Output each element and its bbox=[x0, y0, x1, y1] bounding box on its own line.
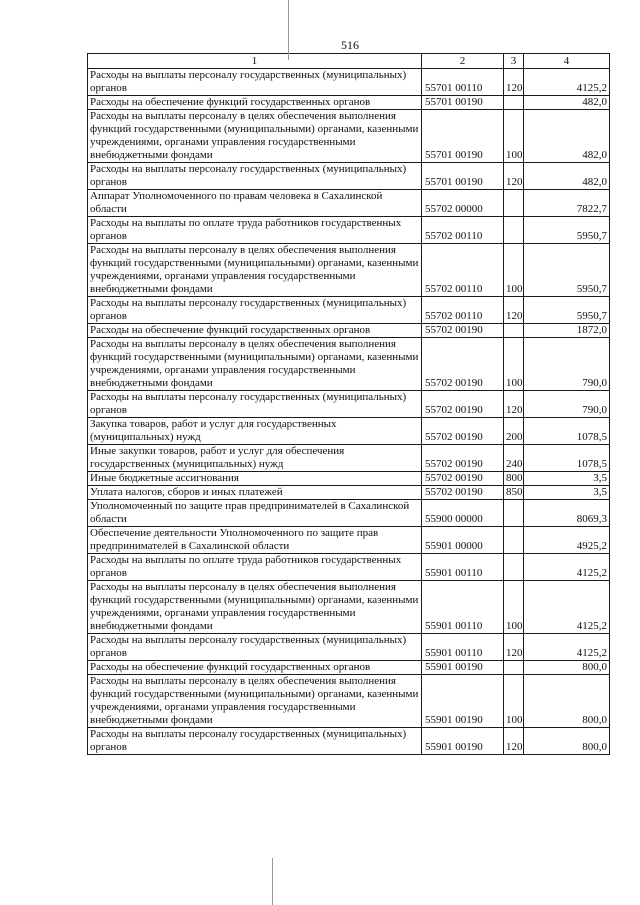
row-sum: 3,5 bbox=[524, 486, 610, 500]
row-type: 100 bbox=[504, 675, 524, 728]
row-sum: 800,0 bbox=[524, 728, 610, 755]
row-name: Расходы на выплаты персоналу государственных (муниципальных) органов bbox=[88, 728, 422, 755]
row-type: 120 bbox=[504, 69, 524, 96]
row-name: Расходы на выплаты персоналу в целях обеспечения выполнения функций государственными (муниципальными) органами, казенными учреждениями, органами управления государственными внебюджетными фондами bbox=[88, 338, 422, 391]
table-row bbox=[88, 486, 610, 500]
row-type bbox=[504, 217, 524, 244]
table-row bbox=[88, 527, 610, 554]
table-row bbox=[88, 69, 610, 96]
row-code: 55701 00190 bbox=[422, 163, 504, 190]
row-type: 100 bbox=[504, 338, 524, 391]
row-type: 100 bbox=[504, 581, 524, 634]
row-code: 55702 00110 bbox=[422, 297, 504, 324]
scan-artifact-line bbox=[288, 0, 289, 60]
row-name: Обеспечение деятельности Уполномоченного по защите прав предпринимателей в Сахалинской области bbox=[88, 527, 422, 554]
row-sum: 8069,3 bbox=[524, 500, 610, 527]
row-name: Расходы на выплаты персоналу в целях обеспечения выполнения функций государственными (муниципальными) органами, казенными учреждениями, органами управления государственными внебюджетными фондами bbox=[88, 110, 422, 163]
header-col-code: 2 bbox=[422, 54, 504, 69]
table-row bbox=[88, 581, 610, 634]
table-row bbox=[88, 297, 610, 324]
row-code: 55702 00190 bbox=[422, 445, 504, 472]
table-row bbox=[88, 675, 610, 728]
table-row bbox=[88, 244, 610, 297]
row-type bbox=[504, 190, 524, 217]
row-type bbox=[504, 96, 524, 110]
row-sum: 4125,2 bbox=[524, 69, 610, 96]
table-row bbox=[88, 217, 610, 244]
row-name: Расходы на выплаты по оплате труда работников государственных органов bbox=[88, 554, 422, 581]
row-code: 55702 00000 bbox=[422, 190, 504, 217]
row-code: 55702 00190 bbox=[422, 324, 504, 338]
row-sum: 790,0 bbox=[524, 391, 610, 418]
budget-table bbox=[87, 53, 610, 755]
row-name: Расходы на обеспечение функций государственных органов bbox=[88, 96, 422, 110]
row-code: 55701 00110 bbox=[422, 69, 504, 96]
table-row bbox=[88, 190, 610, 217]
row-type: 100 bbox=[504, 244, 524, 297]
row-name: Иные закупки товаров, работ и услуг для обеспечения государственных (муниципальных) нужд bbox=[88, 445, 422, 472]
table-row bbox=[88, 445, 610, 472]
header-col-name: 1 bbox=[88, 54, 422, 69]
table-row bbox=[88, 324, 610, 338]
row-sum: 5950,7 bbox=[524, 297, 610, 324]
row-type bbox=[504, 554, 524, 581]
row-name: Иные бюджетные ассигнования bbox=[88, 472, 422, 486]
row-code: 55702 00190 bbox=[422, 418, 504, 445]
table-row bbox=[88, 728, 610, 755]
row-sum: 1078,5 bbox=[524, 445, 610, 472]
row-type: 120 bbox=[504, 163, 524, 190]
row-name: Расходы на выплаты персоналу в целях обеспечения выполнения функций государственными (муниципальными) органами, казенными учреждениями, органами управления государственными внебюджетными фондами bbox=[88, 581, 422, 634]
row-type: 200 bbox=[504, 418, 524, 445]
row-name: Расходы на выплаты персоналу государственных (муниципальных) органов bbox=[88, 69, 422, 96]
row-code: 55702 00190 bbox=[422, 391, 504, 418]
row-type bbox=[504, 661, 524, 675]
row-code: 55702 00190 bbox=[422, 472, 504, 486]
row-type: 100 bbox=[504, 110, 524, 163]
row-sum: 482,0 bbox=[524, 163, 610, 190]
row-sum: 800,0 bbox=[524, 675, 610, 728]
row-name: Расходы на выплаты по оплате труда работников государственных органов bbox=[88, 217, 422, 244]
row-type bbox=[504, 527, 524, 554]
row-code: 55702 00190 bbox=[422, 486, 504, 500]
table-body bbox=[88, 69, 610, 755]
row-sum: 482,0 bbox=[524, 96, 610, 110]
table-row bbox=[88, 634, 610, 661]
row-type: 120 bbox=[504, 391, 524, 418]
row-code: 55901 00110 bbox=[422, 581, 504, 634]
row-sum: 3,5 bbox=[524, 472, 610, 486]
row-sum: 4125,2 bbox=[524, 634, 610, 661]
header-col-type: 3 bbox=[504, 54, 524, 69]
row-sum: 790,0 bbox=[524, 338, 610, 391]
row-type: 120 bbox=[504, 634, 524, 661]
row-name: Расходы на выплаты персоналу в целях обеспечения выполнения функций государственными (муниципальными) органами, казенными учреждениями, органами управления государственными внебюджетными фондами bbox=[88, 675, 422, 728]
row-type: 120 bbox=[504, 728, 524, 755]
row-sum: 1078,5 bbox=[524, 418, 610, 445]
header-col-sum: 4 bbox=[524, 54, 610, 69]
row-sum: 800,0 bbox=[524, 661, 610, 675]
row-name: Расходы на выплаты персоналу государственных (муниципальных) органов bbox=[88, 391, 422, 418]
row-code: 55702 00110 bbox=[422, 217, 504, 244]
table-row bbox=[88, 418, 610, 445]
row-name: Расходы на выплаты персоналу государственных (муниципальных) органов bbox=[88, 634, 422, 661]
table-row bbox=[88, 163, 610, 190]
row-code: 55901 00190 bbox=[422, 675, 504, 728]
row-name: Расходы на выплаты персоналу государственных (муниципальных) органов bbox=[88, 297, 422, 324]
row-code: 55901 00190 bbox=[422, 661, 504, 675]
row-code: 55702 00190 bbox=[422, 338, 504, 391]
row-code: 55900 00000 bbox=[422, 500, 504, 527]
row-code: 55901 00000 bbox=[422, 527, 504, 554]
row-code: 55901 00110 bbox=[422, 554, 504, 581]
table-row bbox=[88, 391, 610, 418]
table-row bbox=[88, 472, 610, 486]
row-sum: 4925,2 bbox=[524, 527, 610, 554]
row-code: 55901 00110 bbox=[422, 634, 504, 661]
table-row bbox=[88, 96, 610, 110]
row-sum: 5950,7 bbox=[524, 244, 610, 297]
row-type: 240 bbox=[504, 445, 524, 472]
row-type: 800 bbox=[504, 472, 524, 486]
row-type bbox=[504, 324, 524, 338]
table-row bbox=[88, 661, 610, 675]
row-name: Расходы на обеспечение функций государственных органов bbox=[88, 324, 422, 338]
row-sum: 5950,7 bbox=[524, 217, 610, 244]
row-code: 55901 00190 bbox=[422, 728, 504, 755]
row-sum: 482,0 bbox=[524, 110, 610, 163]
row-name: Уплата налогов, сборов и иных платежей bbox=[88, 486, 422, 500]
row-name: Уполномоченный по защите прав предпринимателей в Сахалинской области bbox=[88, 500, 422, 527]
table-row bbox=[88, 338, 610, 391]
table-row bbox=[88, 500, 610, 527]
table-row bbox=[88, 554, 610, 581]
row-name: Расходы на выплаты персоналу в целях обеспечения выполнения функций государственными (муниципальными) органами, казенными учреждениями, органами управления государственными внебюджетными фондами bbox=[88, 244, 422, 297]
row-name: Закупка товаров, работ и услуг для государственных (муниципальных) нужд bbox=[88, 418, 422, 445]
row-sum: 1872,0 bbox=[524, 324, 610, 338]
row-sum: 4125,2 bbox=[524, 554, 610, 581]
table-row bbox=[88, 110, 610, 163]
row-type bbox=[504, 500, 524, 527]
row-type: 850 bbox=[504, 486, 524, 500]
row-name: Аппарат Уполномоченного по правам человека в Сахалинской области bbox=[88, 190, 422, 217]
row-name: Расходы на обеспечение функций государственных органов bbox=[88, 661, 422, 675]
row-type: 120 bbox=[504, 297, 524, 324]
row-code: 55702 00110 bbox=[422, 244, 504, 297]
row-name: Расходы на выплаты персоналу государственных (муниципальных) органов bbox=[88, 163, 422, 190]
scan-artifact-line bbox=[272, 858, 273, 905]
page-number: 516 bbox=[341, 38, 359, 52]
row-sum: 7822,7 bbox=[524, 190, 610, 217]
row-code: 55701 00190 bbox=[422, 96, 504, 110]
row-code: 55701 00190 bbox=[422, 110, 504, 163]
header-row bbox=[88, 54, 610, 69]
row-sum: 4125,2 bbox=[524, 581, 610, 634]
